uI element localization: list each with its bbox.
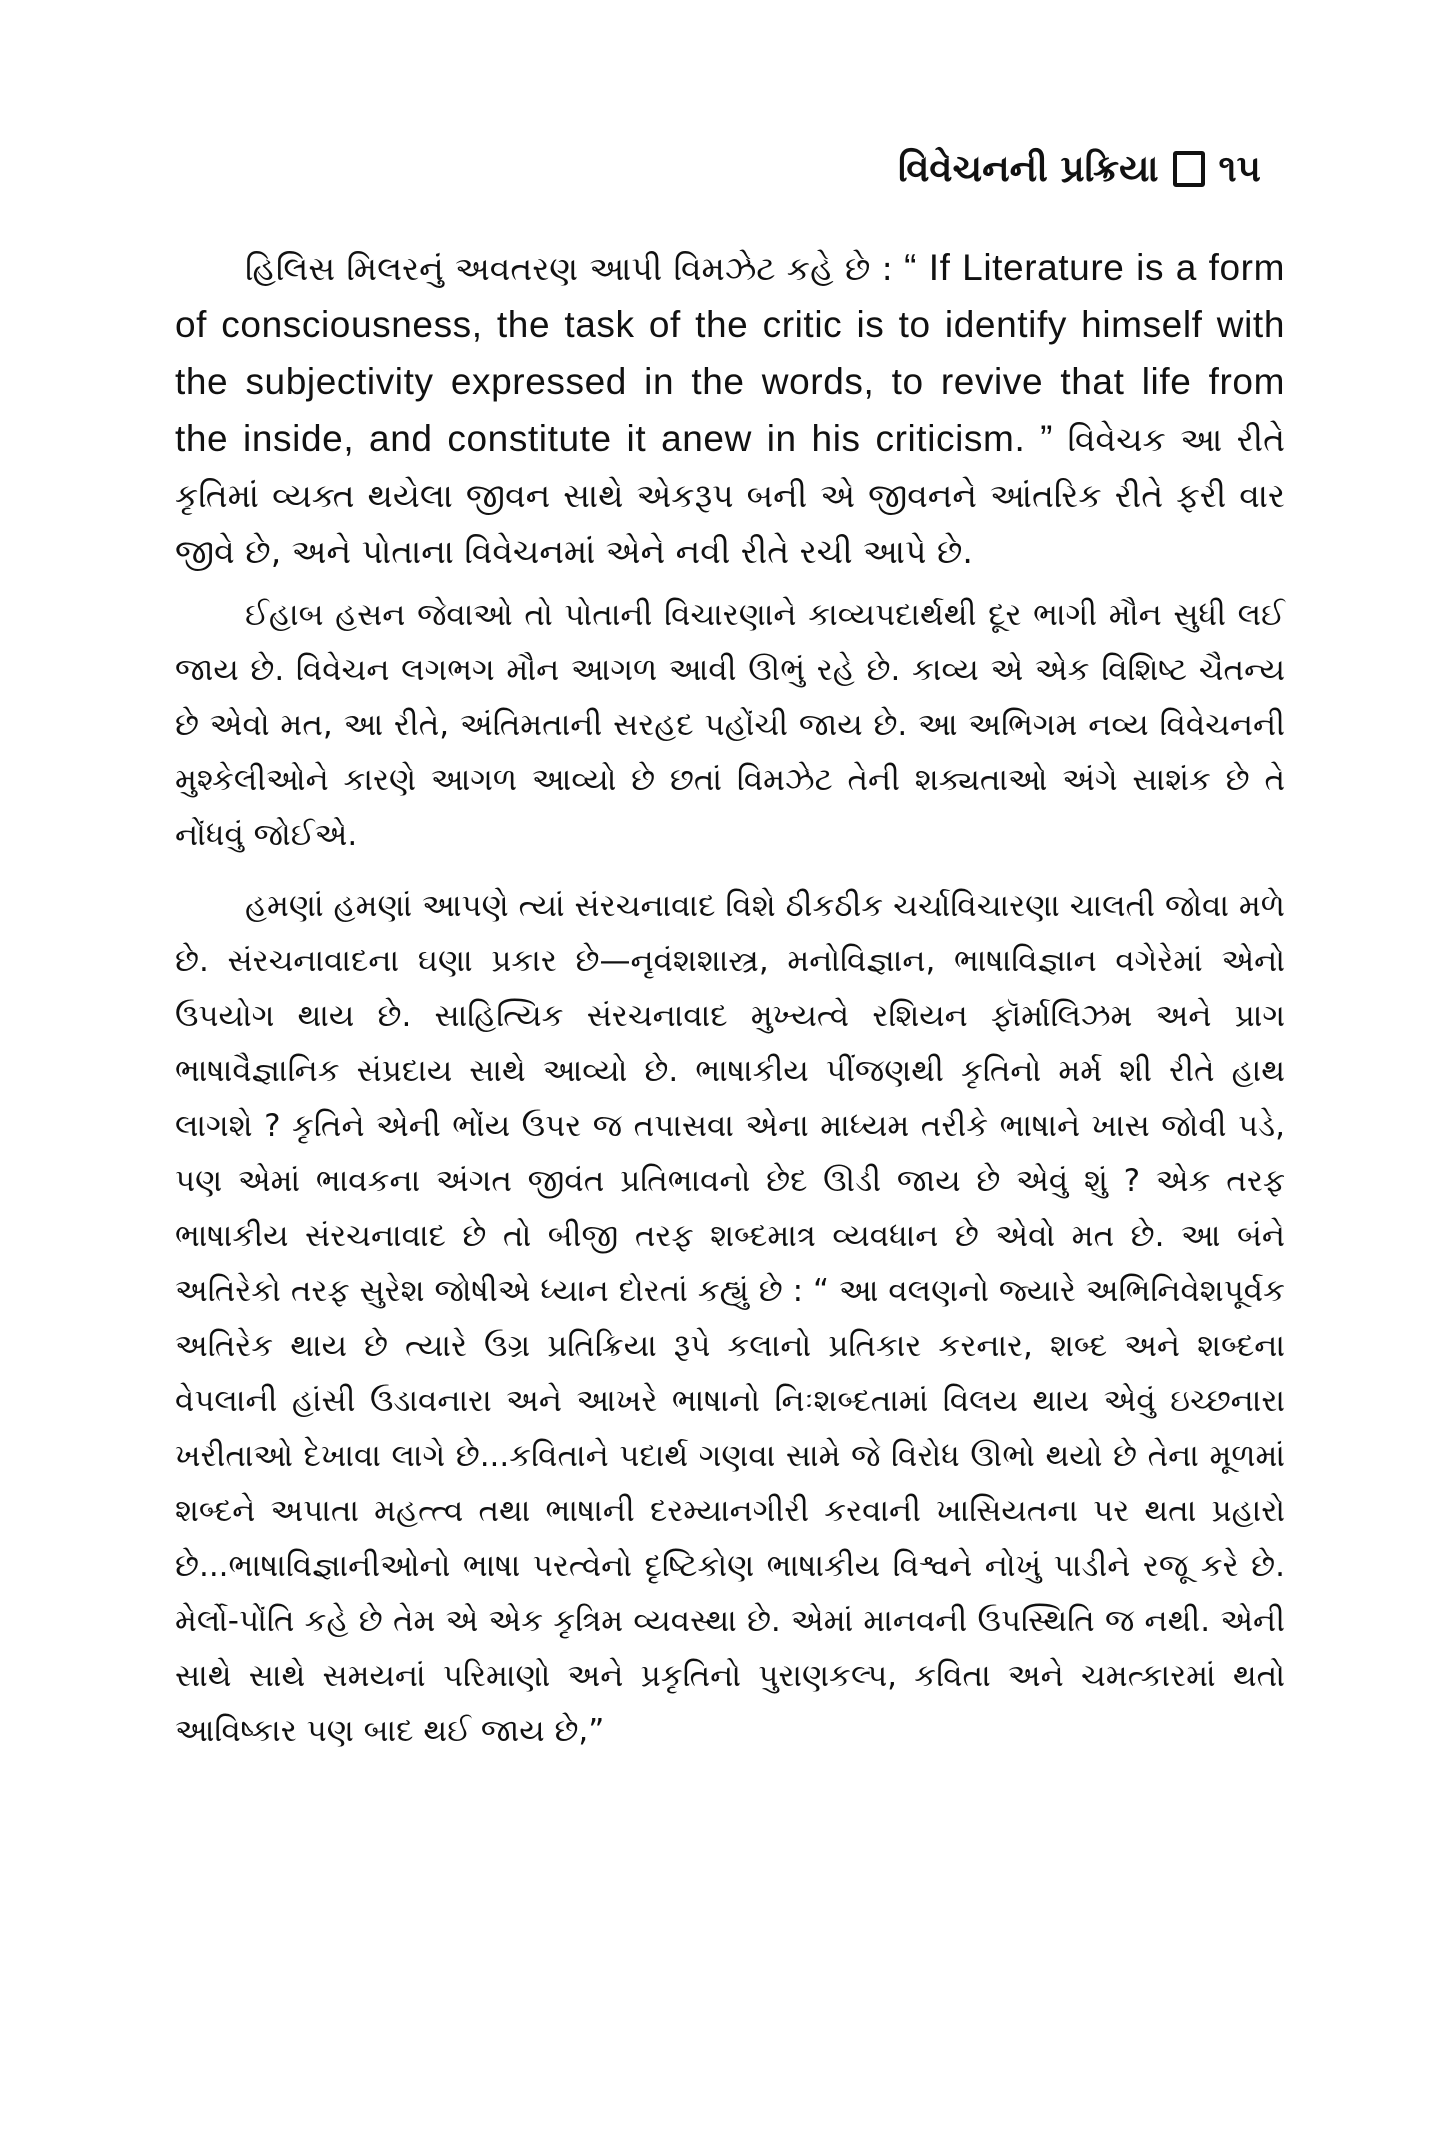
paragraph-1 (175, 240, 1285, 580)
paragraph-3: હમણાં હમણાં આપણે ત્યાં સંરચનાવાદ વિશે ઠીકઠીક ચર્ચાવિચારણા ચાલતી જોવા મળે છે. સંરચનાવાદના ઘણા પ્રકાર છે—નૃવંશશાસ્ત્ર, મનોવિજ્ઞાન, ભાષાવિજ્ઞાન વગેરેમાં એનો ઉપયોગ થાય છે. સાહિત્યિક સંરચનાવાદ મુખ્યત્વે રશિયન ફૉર્માલિઝમ અને પ્રાગ ભાષાવૈજ્ઞાનિક સંપ્રદાય સાથે આવ્યો છે. ભાષાકીય પીંજણથી કૃતિનો મર્મ શી રીતે હાથ લાગશે ? કૃતિને એની ભોંય ઉપર જ તપાસવા એના માધ્યમ તરીકે ભાષાને ખાસ જોવી પડે, પણ એમાં ભાવકના અંગત જીવંત પ્રતિભાવનો છેદ ઊડી જાય છે એવું શું ? એક તરફ ભાષાકીય સંરચનાવાદ છે તો બીજી તરફ શબ્દમાત્ર વ્યવધાન છે એવો મત છે. આ બંને અતિરેકો તરફ સુરેશ જોષીએ ધ્યાન દોરતાં કહ્યું છે : “ આ વલણનો જ્યારે અભિનિવેશપૂર્વક અતિરેક થાય છે ત્યારે ઉગ્ર પ્રતિક્રિયા રૂપે કલાનો પ્રતિકાર કરનાર, શબ્દ અને શબ્દના વેપલાની હાંસી ઉડાવનારા અને આખરે ભાષાનો નિઃશબ્દતામાં વિલય થાય એવું ઇચ્છનારા ખરીતાઓ દેખાવા લાગે છે...કવિતાને પદાર્થ ગણવા સામે જે વિરોધ ઊભો થયો છે તેના મૂળમાં શબ્દને અપાતા મહત્ત્વ તથા ભાષાની દરમ્યાનગીરી કરવાની ખાસિયતના પર થતા પ્રહારો છે...ભાષાવિજ્ઞાનીઓનો ભાષા પરત્વેનો દૃષ્ટિકોણ ભાષાકીય વિશ્વને નોખું પાડીને રજૂ કરે છે. મેર્લો-પોંતિ કહે છે તેમ એ એક કૃત્રિમ વ્યવસ્થા છે. એમાં માનવની ઉપસ્થિતિ જ નથી. એની સાથે સાથે સમયનાં પરિમાણો અને પ્રકૃતિનો પુરાણકલ્પ, કવિતા અને ચમત્કારમાં થતો આવિષ્કાર પણ બાદ થઈ જાય છે,” (175, 888, 1285, 1749)
english-quotation: “ If Literature is a form of consciousness, the task of the critic is to identify himself with the subjectivity expressed in the words, to revive that life from the inside, and constitute it anew in his criticism. ” (175, 247, 1286, 459)
header-box-ornament (1173, 151, 1205, 187)
paragraph-2: ઈહાબ હસન જેવાઓ તો પોતાની વિચારણાને કાવ્યપદાર્થથી દૂર ભાગી મૌન સુધી લઈ જાય છે. વિવેચન લગભગ મૌન આગળ આવી ઊભું રહે છે. કાવ્ય એ એક વિશિષ્ટ ચૈતન્ય છે એવો મત, આ રીતે, અંતિમતાની સરહદ પહોંચી જાય છે. આ અભિગમ નવ્ય વિવેચનની મુશ્કેલીઓને કારણે આગળ આવ્યો છે છતાં વિમઝેટ તેની શક્યતાઓ અંગે સાશંક છે તે નોંધવું જોઈએ. (175, 597, 1285, 853)
chapter-title: વિવેચનની પ્રક્રિયા (898, 147, 1159, 190)
paragraph-1-rest: વિવેચક આ રીતે કૃતિમાં વ્યક્ત થયેલા જીવન સાથે એકરૂપ બની એ જીવનને આંતરિક રીતે ફરી વાર જીવે છે, અને પોતાના વિવેચનમાં એને નવી રીતે રચી આપે છે. (175, 420, 1285, 571)
paragraph-1-intro: હિલિસ મિલરનું અવતરણ આપી વિમઝેટ કહે છે : (245, 249, 905, 288)
running-header (898, 147, 1261, 190)
page-number: ૧૫ (1218, 147, 1261, 190)
body-text (175, 240, 1285, 1759)
